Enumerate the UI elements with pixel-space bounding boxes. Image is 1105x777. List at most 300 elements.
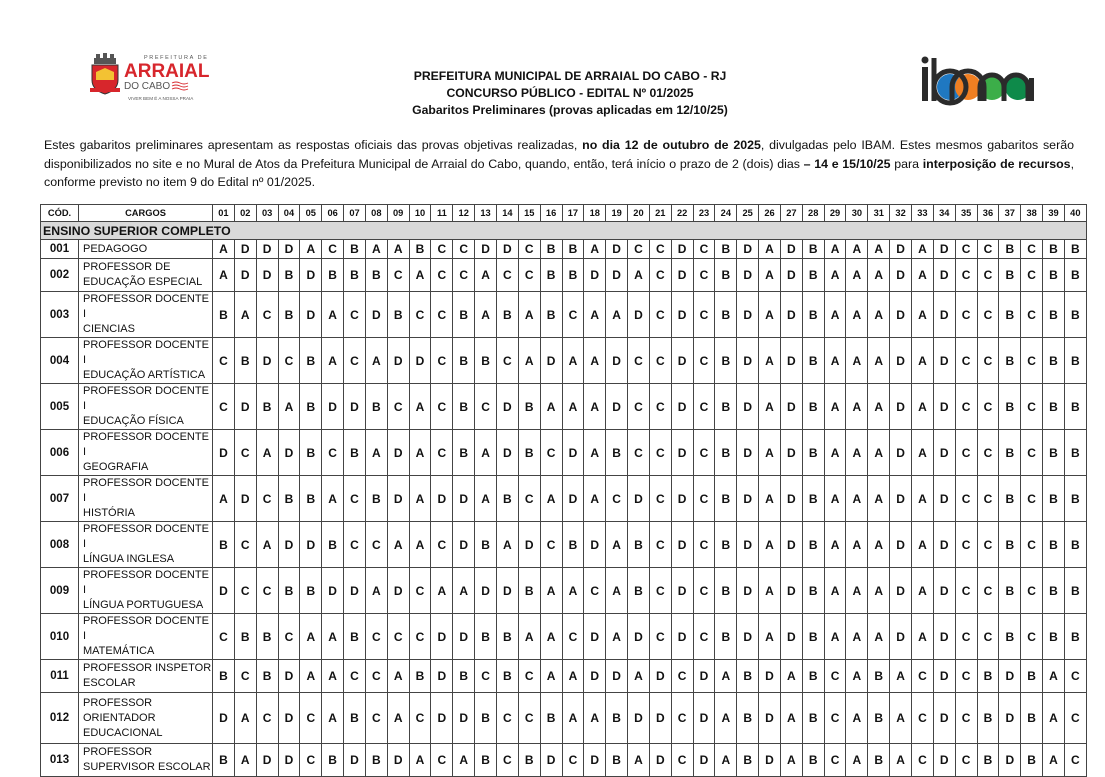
column-header-q06: 06 [322, 205, 344, 222]
answer-cell-q20: B [628, 522, 650, 568]
answer-cell-q27: D [780, 614, 802, 660]
answer-cell-q36: C [977, 568, 999, 614]
answer-cell-q22: D [671, 240, 693, 259]
answer-cell-q31: A [868, 240, 890, 259]
answer-cell-q05: D [300, 522, 322, 568]
answer-cell-q07: C [344, 522, 366, 568]
answer-cell-q20: C [628, 430, 650, 476]
intro-appeal-dates: – 14 e 15/10/25 [803, 156, 891, 171]
answer-cell-q12: B [453, 384, 475, 430]
answer-cell-q06: A [322, 614, 344, 660]
cell-cargo [79, 259, 213, 292]
answer-cell-q15: B [518, 430, 540, 476]
answer-cell-q17: C [562, 614, 584, 660]
cargo-line: PROFESSOR [83, 696, 153, 709]
answer-cell-q10: A [409, 744, 431, 777]
column-header-q03: 03 [256, 205, 278, 222]
answer-cell-q14: C [496, 693, 518, 744]
answer-cell-q23: D [693, 744, 715, 777]
answer-cell-q03: D [256, 259, 278, 292]
answer-cell-q08: C [365, 522, 387, 568]
svg-text:VIVER BEM É A NOSSA PRAIA: VIVER BEM É A NOSSA PRAIA [128, 96, 194, 101]
column-header-q08: 08 [365, 205, 387, 222]
answer-cell-q03: A [256, 430, 278, 476]
table-row [41, 384, 1087, 430]
answer-cell-q21: D [649, 744, 671, 777]
cargo-line: ESCOLAR [83, 677, 136, 689]
answer-cell-q02: D [234, 384, 256, 430]
cargo-line: EDUCAÇÃO FÍSICA [83, 415, 184, 427]
answer-cell-q09: D [387, 744, 409, 777]
column-header-cargos: CARGOS [79, 205, 213, 222]
column-header-q30: 30 [846, 205, 868, 222]
answer-cell-q34: D [933, 338, 955, 384]
answer-cell-q30: A [846, 693, 868, 744]
answer-cell-q30: A [846, 240, 868, 259]
intro-paragraph [44, 136, 1074, 192]
answer-cell-q12: A [453, 568, 475, 614]
header-subtitle: CONCURSO PÚBLICO - EDITAL Nº 01/2025 [446, 86, 694, 100]
answer-cell-q03: A [256, 522, 278, 568]
answer-cell-q06: B [322, 522, 344, 568]
answer-cell-q26: D [759, 660, 781, 693]
answer-cell-q14: D [496, 568, 518, 614]
answer-cell-q39: B [1043, 522, 1065, 568]
answer-cell-q37: B [999, 522, 1021, 568]
answer-cell-q24: A [715, 660, 737, 693]
table-row [41, 259, 1087, 292]
answer-cell-q30: A [846, 476, 868, 522]
answer-cell-q07: D [344, 744, 366, 777]
answer-cell-q40: C [1064, 660, 1086, 693]
answer-cell-q34: D [933, 568, 955, 614]
answer-cell-q02: B [234, 614, 256, 660]
cell-cod: 012 [41, 693, 79, 744]
document-header [300, 68, 840, 119]
answer-cell-q29: A [824, 568, 846, 614]
answer-cell-q11: D [431, 660, 453, 693]
answer-cell-q34: D [933, 240, 955, 259]
answer-cell-q19: D [606, 240, 628, 259]
answer-cell-q27: D [780, 522, 802, 568]
cargo-line: PROFESSOR DOCENTE I [83, 293, 209, 320]
answer-cell-q25: B [737, 660, 759, 693]
answer-cell-q18: A [584, 292, 606, 338]
answer-cell-q05: A [300, 240, 322, 259]
answer-cell-q18: D [584, 614, 606, 660]
answer-cell-q39: B [1043, 568, 1065, 614]
cell-cod: 010 [41, 614, 79, 660]
column-header-q23: 23 [693, 205, 715, 222]
table-row [41, 338, 1087, 384]
answer-cell-q36: C [977, 338, 999, 384]
answer-cell-q26: A [759, 430, 781, 476]
cargo-line: PROFESSOR DOCENTE I [83, 431, 209, 458]
cargo-line: PROFESSOR DOCENTE I [83, 615, 209, 642]
answer-cell-q04: D [278, 522, 300, 568]
answer-cell-q22: D [671, 430, 693, 476]
cargo-line: GEOGRAFIA [83, 461, 149, 473]
answer-cell-q23: C [693, 430, 715, 476]
answer-cell-q05: B [300, 430, 322, 476]
answer-cell-q22: D [671, 259, 693, 292]
answer-cell-q28: B [802, 476, 824, 522]
cell-cargo [79, 338, 213, 384]
answer-cell-q17: B [562, 259, 584, 292]
answer-cell-q19: A [606, 568, 628, 614]
answer-cell-q15: D [518, 522, 540, 568]
answer-cell-q34: D [933, 660, 955, 693]
column-header-q31: 31 [868, 205, 890, 222]
answer-cell-q26: A [759, 292, 781, 338]
answer-cell-q37: B [999, 568, 1021, 614]
answer-cell-q32: A [890, 693, 912, 744]
answer-cell-q40: B [1064, 522, 1086, 568]
answer-cell-q34: D [933, 292, 955, 338]
answer-cell-q17: A [562, 693, 584, 744]
answer-cell-q21: C [649, 476, 671, 522]
answer-cell-q38: C [1021, 292, 1043, 338]
answer-cell-q06: A [322, 660, 344, 693]
answer-cell-q11: D [431, 476, 453, 522]
cargo-line: CIENCIAS [83, 323, 135, 335]
answer-cell-q27: D [780, 338, 802, 384]
answer-cell-q07: C [344, 660, 366, 693]
answer-cell-q06: D [322, 568, 344, 614]
answer-cell-q23: C [693, 384, 715, 430]
answer-cell-q18: A [584, 384, 606, 430]
answer-cell-q40: B [1064, 292, 1086, 338]
answer-cell-q36: C [977, 476, 999, 522]
answer-cell-q05: B [300, 338, 322, 384]
answer-cell-q34: D [933, 744, 955, 777]
answer-cell-q11: C [431, 384, 453, 430]
column-header-q37: 37 [999, 205, 1021, 222]
answer-cell-q19: A [606, 614, 628, 660]
answer-cell-q38: C [1021, 476, 1043, 522]
answer-cell-q18: A [584, 476, 606, 522]
answer-cell-q39: B [1043, 614, 1065, 660]
answer-cell-q11: C [431, 292, 453, 338]
answer-cell-q16: A [540, 476, 562, 522]
answer-cell-q06: A [322, 338, 344, 384]
cargo-line: PROFESSOR DOCENTE I [83, 569, 209, 596]
answer-cell-q35: C [955, 693, 977, 744]
answer-cell-q04: B [278, 476, 300, 522]
answer-cell-q17: C [562, 744, 584, 777]
answer-cell-q09: A [387, 522, 409, 568]
answer-cell-q01: C [213, 614, 235, 660]
cargo-line: PROFESSOR DOCENTE I [83, 339, 209, 366]
answer-cell-q32: D [890, 614, 912, 660]
answer-cell-q08: C [365, 660, 387, 693]
cargo-line: PROFESSOR DOCENTE I [83, 477, 209, 504]
answer-cell-q33: A [912, 430, 934, 476]
answer-cell-q38: C [1021, 430, 1043, 476]
answer-cell-q15: B [518, 568, 540, 614]
answer-cell-q33: C [912, 660, 934, 693]
answer-cell-q07: C [344, 292, 366, 338]
cargo-line: HISTÓRIA [83, 507, 135, 519]
answer-cell-q39: B [1043, 259, 1065, 292]
answer-cell-q26: A [759, 476, 781, 522]
answer-cell-q16: A [540, 614, 562, 660]
answer-cell-q16: A [540, 568, 562, 614]
answer-cell-q25: D [737, 614, 759, 660]
answer-cell-q27: D [780, 476, 802, 522]
answer-cell-q21: C [649, 292, 671, 338]
answer-cell-q17: A [562, 660, 584, 693]
answer-cell-q11: C [431, 338, 453, 384]
answer-cell-q04: D [278, 744, 300, 777]
answer-cell-q30: A [846, 660, 868, 693]
answer-cell-q35: C [955, 614, 977, 660]
answer-cell-q16: B [540, 259, 562, 292]
answer-cell-q36: C [977, 240, 999, 259]
header-title: PREFEITURA MUNICIPAL DE ARRAIAL DO CABO - RJ [413, 69, 727, 83]
answer-cell-q27: D [780, 240, 802, 259]
answer-cell-q03: B [256, 614, 278, 660]
answer-cell-q17: A [562, 338, 584, 384]
answer-cell-q08: B [365, 744, 387, 777]
cargo-line: ORIENTADOR [83, 711, 156, 724]
answer-cell-q40: B [1064, 430, 1086, 476]
answer-cell-q05: A [300, 614, 322, 660]
answer-cell-q31: B [868, 744, 890, 777]
answer-cell-q34: D [933, 614, 955, 660]
answer-cell-q03: C [256, 292, 278, 338]
cell-cod: 009 [41, 568, 79, 614]
answer-cell-q04: D [278, 240, 300, 259]
answer-cell-q04: D [278, 693, 300, 744]
answer-cell-q36: C [977, 259, 999, 292]
answer-cell-q02: A [234, 693, 256, 744]
answer-cell-q12: D [453, 614, 475, 660]
answer-cell-q08: B [365, 259, 387, 292]
answer-cell-q35: C [955, 744, 977, 777]
answer-cell-q03: C [256, 476, 278, 522]
answer-cell-q13: A [475, 259, 497, 292]
answer-cell-q39: A [1043, 693, 1065, 744]
answer-cell-q03: D [256, 240, 278, 259]
answer-cell-q28: B [802, 430, 824, 476]
answer-cell-q30: A [846, 522, 868, 568]
answer-cell-q21: C [649, 384, 671, 430]
answer-cell-q39: A [1043, 744, 1065, 777]
answer-cell-q06: A [322, 693, 344, 744]
answer-cell-q16: C [540, 430, 562, 476]
answer-cell-q14: B [496, 292, 518, 338]
answer-cell-q06: B [322, 744, 344, 777]
cell-cod: 005 [41, 384, 79, 430]
answer-cell-q30: A [846, 259, 868, 292]
answer-cell-q35: C [955, 430, 977, 476]
answer-cell-q17: B [562, 240, 584, 259]
answer-cell-q27: A [780, 660, 802, 693]
column-header-q14: 14 [496, 205, 518, 222]
answer-cell-q22: D [671, 522, 693, 568]
column-header-q35: 35 [955, 205, 977, 222]
cell-cod: 013 [41, 744, 79, 777]
answer-cell-q24: B [715, 338, 737, 384]
answer-cell-q11: C [431, 744, 453, 777]
answer-cell-q13: A [475, 430, 497, 476]
answer-cell-q08: D [365, 292, 387, 338]
answer-cell-q19: B [606, 744, 628, 777]
answer-cell-q37: B [999, 259, 1021, 292]
answer-cell-q33: A [912, 240, 934, 259]
answer-cell-q28: B [802, 660, 824, 693]
answer-cell-q29: C [824, 693, 846, 744]
answer-cell-q08: C [365, 693, 387, 744]
answer-cell-q18: D [584, 522, 606, 568]
answer-cell-q36: B [977, 744, 999, 777]
cell-cargo [79, 614, 213, 660]
answer-cell-q05: B [300, 568, 322, 614]
answer-cell-q11: D [431, 614, 453, 660]
answer-cell-q06: C [322, 430, 344, 476]
answer-cell-q34: D [933, 476, 955, 522]
answer-cell-q40: B [1064, 384, 1086, 430]
answer-cell-q22: D [671, 476, 693, 522]
answer-cell-q05: A [300, 660, 322, 693]
column-header-q39: 39 [1043, 205, 1065, 222]
answer-cell-q10: A [409, 522, 431, 568]
answer-cell-q25: D [737, 522, 759, 568]
answer-cell-q29: A [824, 240, 846, 259]
answer-cell-q30: A [846, 744, 868, 777]
cell-cod: 001 [41, 240, 79, 259]
answer-cell-q03: B [256, 660, 278, 693]
answer-cell-q25: D [737, 292, 759, 338]
cell-cod: 011 [41, 660, 79, 693]
answer-cell-q24: B [715, 240, 737, 259]
answer-cell-q28: B [802, 744, 824, 777]
answer-cell-q40: B [1064, 240, 1086, 259]
answer-cell-q19: B [606, 430, 628, 476]
answer-cell-q24: A [715, 744, 737, 777]
cell-cod: 006 [41, 430, 79, 476]
table-header-row [41, 205, 1087, 222]
column-header-q11: 11 [431, 205, 453, 222]
answer-cell-q32: D [890, 259, 912, 292]
answer-cell-q28: B [802, 338, 824, 384]
answer-cell-q33: A [912, 522, 934, 568]
answer-cell-q38: C [1021, 614, 1043, 660]
answer-cell-q10: A [409, 430, 431, 476]
answer-cell-q37: B [999, 338, 1021, 384]
answer-cell-q19: D [606, 384, 628, 430]
answer-cell-q09: A [387, 240, 409, 259]
cargo-line: EDUCACIONAL [83, 726, 163, 739]
answer-cell-q33: A [912, 476, 934, 522]
answer-cell-q24: B [715, 259, 737, 292]
answer-cell-q07: B [344, 240, 366, 259]
answer-cell-q33: A [912, 614, 934, 660]
answer-cell-q01: D [213, 568, 235, 614]
answer-cell-q20: D [628, 476, 650, 522]
intro-text: Estes gabaritos preliminares apresentam as respostas oficiais das provas objetivas realizadas, [44, 138, 583, 152]
answer-cell-q34: D [933, 430, 955, 476]
answer-cell-q12: B [453, 430, 475, 476]
svg-text:ARRAIAL: ARRAIAL [124, 61, 210, 82]
column-header-q36: 36 [977, 205, 999, 222]
answer-cell-q09: D [387, 476, 409, 522]
answer-cell-q18: D [584, 660, 606, 693]
column-header-q02: 02 [234, 205, 256, 222]
answer-cell-q13: A [475, 292, 497, 338]
answer-cell-q19: D [606, 259, 628, 292]
column-header-q13: 13 [475, 205, 497, 222]
answer-cell-q20: C [628, 338, 650, 384]
answer-cell-q15: C [518, 693, 540, 744]
cell-cod: 007 [41, 476, 79, 522]
answer-cell-q04: C [278, 338, 300, 384]
answer-cell-q26: A [759, 384, 781, 430]
answer-cell-q35: C [955, 338, 977, 384]
answer-cell-q17: B [562, 522, 584, 568]
section-label: ENSINO SUPERIOR COMPLETO [41, 222, 1087, 240]
answer-cell-q25: D [737, 384, 759, 430]
answer-cell-q38: B [1021, 693, 1043, 744]
answer-cell-q25: D [737, 338, 759, 384]
column-header-q40: 40 [1064, 205, 1086, 222]
cell-cod: 008 [41, 522, 79, 568]
intro-text: , divulgadas pelo IBAM. Estes mesmos gabaritos serão disponibilizados no site e no Mural de Atos da Prefeitura Municipal de Arraial do Cabo, quando, então, terá início o prazo de 2 (dois) dias [44, 138, 1074, 171]
answer-cell-q39: B [1043, 292, 1065, 338]
answer-cell-q08: A [365, 430, 387, 476]
answer-cell-q22: D [671, 338, 693, 384]
header-description: Gabaritos Preliminares (provas aplicadas em 12/10/25) [412, 103, 728, 117]
answer-cell-q26: A [759, 338, 781, 384]
answer-cell-q11: C [431, 522, 453, 568]
cell-cargo [79, 693, 213, 744]
answer-cell-q01: A [213, 259, 235, 292]
answer-cell-q12: B [453, 660, 475, 693]
answer-cell-q32: A [890, 744, 912, 777]
answer-cell-q04: D [278, 660, 300, 693]
answer-cell-q20: A [628, 660, 650, 693]
intro-text: para [890, 156, 923, 171]
answer-cell-q39: A [1043, 660, 1065, 693]
answer-cell-q38: C [1021, 259, 1043, 292]
answer-cell-q02: D [234, 240, 256, 259]
answer-cell-q31: A [868, 292, 890, 338]
answer-cell-q29: C [824, 744, 846, 777]
column-header-q27: 27 [780, 205, 802, 222]
answer-cell-q07: B [344, 430, 366, 476]
column-header-q09: 09 [387, 205, 409, 222]
answer-cell-q14: C [496, 744, 518, 777]
answer-cell-q34: D [933, 522, 955, 568]
answer-cell-q35: C [955, 292, 977, 338]
answer-cell-q01: D [213, 430, 235, 476]
answer-cell-q24: B [715, 476, 737, 522]
answer-cell-q13: D [475, 568, 497, 614]
answer-cell-q33: A [912, 338, 934, 384]
column-header-q05: 05 [300, 205, 322, 222]
answer-cell-q29: A [824, 384, 846, 430]
answer-cell-q13: B [475, 338, 497, 384]
answer-cell-q16: C [540, 522, 562, 568]
answer-cell-q03: D [256, 338, 278, 384]
answer-cell-q11: A [431, 568, 453, 614]
answer-cell-q20: C [628, 240, 650, 259]
answer-cell-q15: A [518, 614, 540, 660]
answer-cell-q18: A [584, 240, 606, 259]
column-header-q04: 04 [278, 205, 300, 222]
answer-cell-q37: B [999, 476, 1021, 522]
